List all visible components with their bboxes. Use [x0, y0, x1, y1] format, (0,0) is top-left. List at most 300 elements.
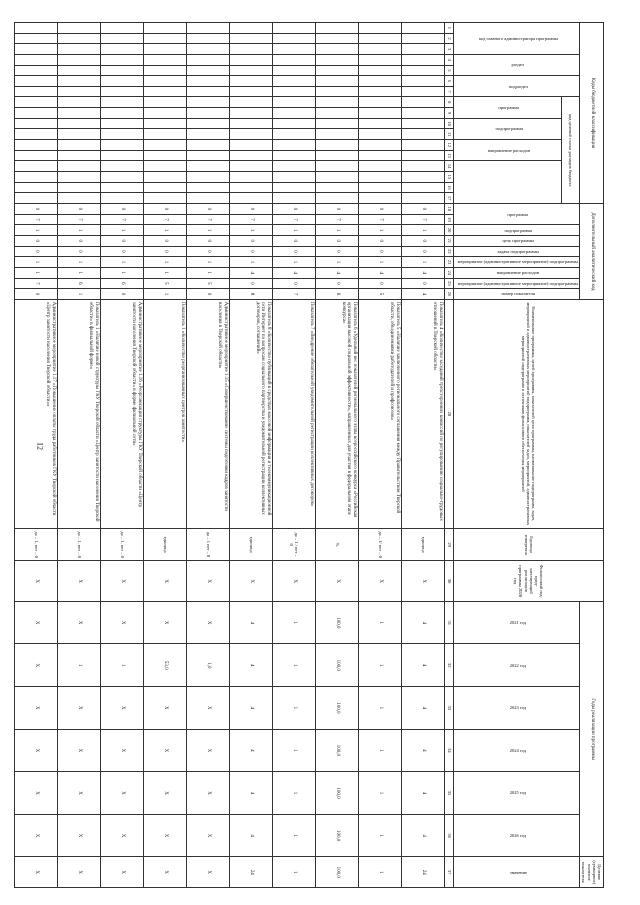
code-cell: [230, 182, 273, 193]
year-value: 1: [58, 644, 101, 687]
header-goal: цель программы: [454, 235, 580, 246]
header-subprogram-a: подпрограмма: [454, 225, 580, 236]
row-base-year: X: [230, 561, 273, 602]
code-cell: [15, 129, 58, 140]
year-value: 1: [273, 644, 316, 687]
row-name: Показатель 6 «Удельный вес показателей регионального этапа всероссийского конкурса «Российская организация высокой социальной эффективности», направленных для участия в федеральном этапе конкурса»: [316, 299, 359, 528]
code-cell: 4: [402, 289, 445, 300]
year-value: 1: [359, 601, 402, 644]
code-cell: [58, 33, 101, 44]
column-number: 26: [445, 289, 454, 300]
code-cell: [187, 33, 230, 44]
code-cell: [273, 129, 316, 140]
year-value: 1,0: [187, 644, 230, 687]
code-cell: [402, 193, 445, 204]
column-number: 16: [445, 182, 454, 193]
code-cell: 0: [15, 204, 58, 215]
code-cell: 0: [58, 246, 101, 257]
code-cell: 0: [187, 289, 230, 300]
header-year-6: 2026 год: [454, 814, 580, 857]
code-cell: [144, 33, 187, 44]
code-cell: 4: [273, 267, 316, 278]
code-cell: [15, 140, 58, 151]
code-cell: 1: [144, 257, 187, 268]
code-cell: [273, 140, 316, 151]
code-cell: 1: [144, 267, 187, 278]
code-cell: [402, 54, 445, 65]
row-target: X: [144, 857, 187, 888]
year-value: 100,0: [316, 814, 359, 857]
code-cell: [359, 150, 402, 161]
code-cell: [273, 33, 316, 44]
code-cell: [359, 33, 402, 44]
code-cell: [402, 171, 445, 182]
code-cell: [15, 33, 58, 44]
row-base-year: X: [144, 561, 187, 602]
code-cell: 1: [58, 225, 101, 236]
code-cell: [15, 76, 58, 87]
code-cell: [316, 108, 359, 119]
column-number: 11: [445, 129, 454, 140]
code-cell: [187, 182, 230, 193]
code-cell: [144, 193, 187, 204]
code-cell: [273, 108, 316, 119]
code-cell: [230, 23, 273, 34]
row-target: 24: [230, 857, 273, 888]
code-cell: [359, 171, 402, 182]
column-number: 19: [445, 214, 454, 225]
code-cell: [144, 108, 187, 119]
year-value: 4: [230, 687, 273, 730]
code-cell: [273, 161, 316, 172]
code-cell: [230, 97, 273, 108]
row-target: 100,0: [316, 857, 359, 888]
column-number: 14: [445, 161, 454, 172]
header-measure: мероприятие (административное мероприятие) подпрограммы: [454, 257, 580, 268]
code-cell: [402, 33, 445, 44]
code-cell: [187, 76, 230, 87]
year-value: 1: [359, 644, 402, 687]
code-cell: [230, 54, 273, 65]
year-value: 4: [402, 644, 445, 687]
code-cell: [316, 193, 359, 204]
code-cell: [230, 86, 273, 97]
row-unit: единица: [402, 528, 445, 560]
code-cell: [187, 65, 230, 76]
code-cell: [101, 97, 144, 108]
code-cell: [316, 118, 359, 129]
code-cell: 1: [58, 267, 101, 278]
code-cell: 4: [359, 267, 402, 278]
code-cell: 7: [230, 214, 273, 225]
code-cell: [273, 23, 316, 34]
code-cell: [15, 97, 58, 108]
row-unit: да – 1/ нет – 0: [359, 528, 402, 560]
code-cell: 1: [359, 225, 402, 236]
code-cell: [316, 182, 359, 193]
header-direction-b: направление расходов: [454, 140, 562, 161]
code-cell: [273, 76, 316, 87]
code-cell: 4: [316, 267, 359, 278]
code-cell: [187, 150, 230, 161]
year-value: 1: [273, 687, 316, 730]
year-value: 100,0: [316, 772, 359, 815]
code-cell: [230, 118, 273, 129]
code-cell: [58, 129, 101, 140]
code-cell: [144, 140, 187, 151]
header-unit: Единица измерения: [454, 528, 604, 560]
code-cell: 7: [187, 214, 230, 225]
column-number: 2: [445, 33, 454, 44]
code-cell: [402, 182, 445, 193]
header-additional-code: Дополнительный аналитический код: [580, 204, 604, 300]
code-cell: 7: [273, 289, 316, 300]
code-cell: 1: [402, 225, 445, 236]
column-number: 35: [445, 772, 454, 815]
header-blank: [454, 161, 562, 204]
header-target-group: Целевое (суммарное) значение показателя: [580, 857, 604, 888]
code-cell: 7: [402, 214, 445, 225]
code-cell: 7: [273, 214, 316, 225]
column-number: 5: [445, 65, 454, 76]
code-cell: [402, 108, 445, 119]
header-program-b: программа: [454, 97, 562, 118]
code-cell: [15, 161, 58, 172]
year-value: 1: [359, 687, 402, 730]
header-budget-codes: Коды бюджетной классификации: [580, 23, 604, 204]
code-cell: 7: [359, 214, 402, 225]
code-cell: 0: [316, 235, 359, 246]
code-cell: 1: [187, 257, 230, 268]
code-cell: [359, 97, 402, 108]
code-cell: [230, 171, 273, 182]
code-cell: [187, 108, 230, 119]
header-years: Годы реализации программы: [580, 601, 604, 857]
code-cell: [402, 44, 445, 55]
code-cell: 1: [144, 225, 187, 236]
code-cell: [273, 65, 316, 76]
row-unit: да – 1, нет – 0: [58, 528, 101, 560]
code-cell: 0: [187, 204, 230, 215]
row-unit: да – 1, нет – 0: [101, 528, 144, 560]
program-indicator-table: [14, 22, 604, 888]
row-base-year: X: [101, 561, 144, 602]
year-value: X: [58, 772, 101, 815]
code-cell: [58, 193, 101, 204]
column-number: 7: [445, 86, 454, 97]
table-row: [402, 23, 445, 888]
header-admin-code: код главного администратора программы: [454, 23, 580, 55]
year-value: 4: [230, 729, 273, 772]
code-cell: 0: [230, 278, 273, 289]
year-value: 100,0: [316, 601, 359, 644]
header-direction-a: направление расходов: [454, 267, 580, 278]
code-cell: 1: [15, 257, 58, 268]
code-cell: [101, 161, 144, 172]
column-number: 18: [445, 204, 454, 215]
column-number: 31: [445, 601, 454, 644]
header-year-3: 2023 год: [454, 687, 580, 730]
row-name: Показатель 1 «Наличие новой структуры ГКУ Тверской области «Центр занятости населения Тверской области» в филиальной форме»: [58, 299, 101, 528]
code-cell: [101, 86, 144, 97]
code-cell: [187, 129, 230, 140]
table-row: [101, 23, 144, 888]
code-cell: 1: [58, 257, 101, 268]
code-cell: [230, 33, 273, 44]
code-cell: [316, 65, 359, 76]
year-value: X: [187, 687, 230, 730]
code-cell: [316, 44, 359, 55]
code-cell: [187, 97, 230, 108]
header-year-2: 2022 год: [454, 644, 580, 687]
document-table-area: [33, 22, 604, 888]
code-cell: 1: [316, 257, 359, 268]
row-base-year: X: [187, 561, 230, 602]
code-cell: [230, 65, 273, 76]
header-section: раздел: [454, 54, 580, 75]
code-cell: 0: [273, 204, 316, 215]
code-cell: 0: [58, 204, 101, 215]
row-name: Административное мероприятие 1.16 «Реорганизация структуры ГКУ Тверской области «Центр занятости населения Тверской области» в форме филиальной сети»: [101, 299, 144, 528]
code-cell: [359, 129, 402, 140]
code-cell: [58, 171, 101, 182]
code-cell: [402, 140, 445, 151]
column-number: 22: [445, 246, 454, 257]
year-value: X: [187, 601, 230, 644]
year-value: 4: [230, 772, 273, 815]
column-number: 1: [445, 23, 454, 34]
column-number: 25: [445, 278, 454, 289]
table-row: [230, 23, 273, 888]
code-cell: [316, 161, 359, 172]
code-cell: 0: [402, 204, 445, 215]
header-measure-b: мероприятие (административное мероприятие) подпрограммы: [454, 278, 580, 289]
code-cell: [230, 161, 273, 172]
year-value: X: [144, 687, 187, 730]
code-cell: [58, 97, 101, 108]
code-cell: [58, 65, 101, 76]
code-cell: [316, 33, 359, 44]
code-cell: [359, 76, 402, 87]
code-cell: [359, 193, 402, 204]
code-cell: [359, 86, 402, 97]
code-cell: [230, 76, 273, 87]
column-number: 37: [445, 857, 454, 888]
code-cell: [144, 118, 187, 129]
code-cell: [144, 76, 187, 87]
year-value: X: [144, 772, 187, 815]
code-cell: 1: [273, 257, 316, 268]
code-cell: 6: [58, 278, 101, 289]
code-cell: [15, 65, 58, 76]
code-cell: 1: [230, 225, 273, 236]
code-cell: 0: [273, 235, 316, 246]
code-cell: [15, 182, 58, 193]
code-cell: [273, 44, 316, 55]
code-cell: [187, 23, 230, 34]
code-cell: 0: [144, 235, 187, 246]
column-number: 10: [445, 118, 454, 129]
row-unit: да – 1 нет – 0: [187, 528, 230, 560]
code-cell: [316, 150, 359, 161]
code-cell: 0: [101, 289, 144, 300]
code-cell: [187, 161, 230, 172]
code-cell: [144, 182, 187, 193]
header-program: программа: [454, 204, 580, 225]
code-cell: [359, 182, 402, 193]
code-cell: [187, 171, 230, 182]
table-row: [359, 23, 402, 888]
column-number: 13: [445, 150, 454, 161]
row-name: Административное мероприятие 1.17 «Повышение оплаты труда работников ГКУ Тверской области «Центр занятости населения Тверской области»»: [15, 299, 58, 528]
column-number: 4: [445, 54, 454, 65]
year-value: 1: [359, 814, 402, 857]
code-cell: [101, 108, 144, 119]
year-value: 1: [273, 729, 316, 772]
year-value: 100,0: [316, 687, 359, 730]
header-year-5: 2025 год: [454, 772, 580, 815]
code-cell: 1: [101, 225, 144, 236]
year-value: 1: [273, 814, 316, 857]
code-cell: [359, 161, 402, 172]
code-cell: [273, 54, 316, 65]
year-value: X: [101, 729, 144, 772]
code-cell: [402, 161, 445, 172]
code-cell: [230, 108, 273, 119]
code-cell: [316, 86, 359, 97]
table-row: [144, 23, 187, 888]
code-cell: [316, 76, 359, 87]
row-base-year: X: [58, 561, 101, 602]
year-value: 1: [359, 772, 402, 815]
code-cell: 1: [273, 225, 316, 236]
code-cell: [187, 140, 230, 151]
year-value: X: [58, 814, 101, 857]
column-number: 34: [445, 729, 454, 772]
row-base-year: X: [402, 561, 445, 602]
code-cell: 5: [359, 289, 402, 300]
code-cell: [402, 76, 445, 87]
code-cell: 7: [58, 214, 101, 225]
code-cell: [187, 193, 230, 204]
code-cell: [402, 23, 445, 34]
code-cell: [273, 97, 316, 108]
rotated-table: [33, 22, 604, 888]
code-cell: [101, 44, 144, 55]
code-cell: 0: [316, 204, 359, 215]
year-value: X: [144, 601, 187, 644]
code-cell: [402, 97, 445, 108]
code-cell: [144, 86, 187, 97]
year-value: 4: [402, 601, 445, 644]
code-cell: [15, 171, 58, 182]
code-cell: [101, 118, 144, 129]
row-unit: да – 1, нет – 0: [15, 528, 58, 560]
code-cell: 0: [402, 235, 445, 246]
year-value: X: [101, 772, 144, 815]
code-cell: [273, 150, 316, 161]
code-cell: [15, 54, 58, 65]
code-cell: [144, 129, 187, 140]
code-cell: 0: [144, 204, 187, 215]
code-cell: 0: [402, 278, 445, 289]
year-value: 1: [359, 729, 402, 772]
code-cell: 0: [359, 278, 402, 289]
header-subprogram-b: подпрограмма: [454, 118, 562, 139]
code-cell: [316, 23, 359, 34]
code-cell: 6: [316, 289, 359, 300]
row-base-year: X: [15, 561, 58, 602]
header-year-4: 2024 год: [454, 729, 580, 772]
year-value: 4: [230, 814, 273, 857]
year-value: X: [187, 729, 230, 772]
row-name: Показатель 5 «Наличие заключенного регионального соглашения между Правительством Тверской области, объединениями работодателей и профсоюзов»: [359, 299, 402, 528]
code-cell: 0: [359, 204, 402, 215]
row-base-year: X: [273, 561, 316, 602]
row-unit: единица: [144, 528, 187, 560]
year-value: 1: [273, 772, 316, 815]
column-number: 8: [445, 97, 454, 108]
code-cell: 1: [359, 257, 402, 268]
code-cell: 0: [187, 246, 230, 257]
row-target: X: [187, 857, 230, 888]
code-cell: [144, 65, 187, 76]
year-value: X: [15, 772, 58, 815]
row-name: Показатель 7 «Внедрение обязательной уведомительной регистрации коллективных договоров»: [273, 299, 316, 528]
header-year-1: 2021 год: [454, 601, 580, 644]
year-value: X: [101, 687, 144, 730]
code-cell: [144, 44, 187, 55]
code-cell: [101, 171, 144, 182]
column-number: 9: [445, 108, 454, 119]
code-cell: [402, 118, 445, 129]
year-value: X: [58, 601, 101, 644]
code-cell: [101, 140, 144, 151]
code-cell: [359, 118, 402, 129]
code-cell: 1: [101, 257, 144, 268]
code-cell: 0: [187, 235, 230, 246]
year-value: 4: [402, 687, 445, 730]
code-cell: [15, 108, 58, 119]
code-cell: [273, 86, 316, 97]
year-value: 100,0: [316, 729, 359, 772]
header-target-value: значение: [454, 857, 580, 888]
code-cell: 0: [230, 246, 273, 257]
code-cell: [144, 161, 187, 172]
row-target: 1: [359, 857, 402, 888]
code-cell: [58, 150, 101, 161]
year-value: X: [15, 729, 58, 772]
row-name: Показатель 4 «Количество заседаний трехсторонних комиссий по регулированию социально-трудовых отношений в Тверской области»: [402, 299, 445, 528]
year-value: X: [15, 687, 58, 730]
code-cell: 0: [273, 278, 316, 289]
code-cell: [359, 23, 402, 34]
code-cell: [187, 54, 230, 65]
code-cell: 5: [144, 278, 187, 289]
code-cell: 1: [144, 289, 187, 300]
code-cell: 1: [15, 267, 58, 278]
year-value: X: [101, 601, 144, 644]
year-value: X: [144, 729, 187, 772]
header-subsection: подраздел: [454, 76, 580, 97]
year-value: X: [187, 772, 230, 815]
code-cell: 1: [101, 267, 144, 278]
column-number: 29: [445, 528, 454, 560]
code-cell: [359, 54, 402, 65]
row-name: Административное мероприятие 1.15 «Совершенствование системы подготовки кадров занятости населения в Тверской области»: [187, 299, 230, 528]
code-cell: 7: [101, 214, 144, 225]
year-value: X: [144, 814, 187, 857]
